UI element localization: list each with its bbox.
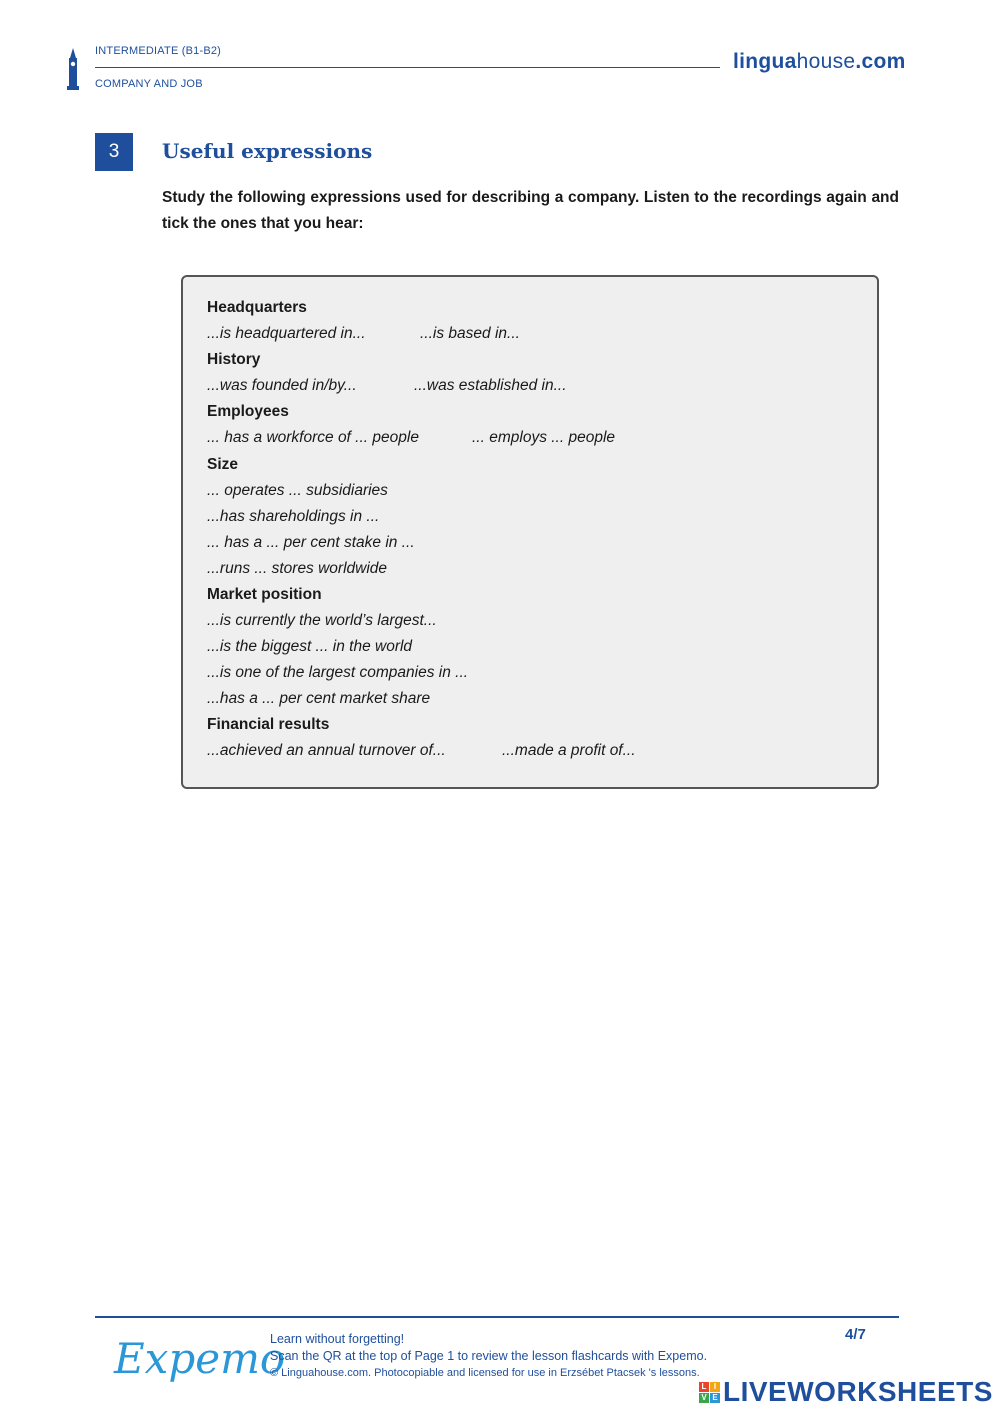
category-size: Size	[207, 456, 239, 473]
expression-item[interactable]: ...achieved an annual turnover of...	[207, 742, 446, 759]
expression-item[interactable]: ...made a profit of...	[502, 742, 636, 759]
category-employees: Employees	[207, 403, 289, 420]
expression-item[interactable]: ...is currently the world’s largest...	[207, 612, 437, 629]
expression-item[interactable]: ...was established in...	[414, 377, 567, 394]
expression-item[interactable]: ... operates ... subsidiaries	[207, 482, 388, 499]
expression-item[interactable]: ...has shareholdings in ...	[207, 508, 380, 525]
expression-item[interactable]: ... has a workforce of ... people	[207, 429, 419, 446]
brand-logo[interactable]: linguahouse.com	[733, 50, 906, 73]
expression-item[interactable]: ...is based in...	[420, 325, 520, 342]
liveworksheets-badge-icon: L I V E	[699, 1382, 720, 1403]
header-divider	[95, 67, 720, 68]
expression-item[interactable]: ...is the biggest ... in the world	[207, 638, 413, 655]
category-history: History	[207, 351, 261, 368]
expression-item[interactable]: ... employs ... people	[472, 429, 616, 446]
category-headquarters: Headquarters	[207, 299, 307, 316]
footer-tagline: Learn without forgetting!	[270, 1332, 405, 1346]
page-number: 4/7	[845, 1326, 866, 1343]
expression-item[interactable]: ...was founded in/by...	[207, 377, 357, 394]
liveworksheets-logo[interactable]	[699, 1377, 993, 1407]
expemo-logo[interactable]	[112, 1325, 286, 1395]
expression-item[interactable]: ... has a ... per cent stake in ...	[207, 534, 415, 551]
expression-item[interactable]: ...is one of the largest companies in ...	[207, 664, 469, 681]
svg-text:Expemo: Expemo	[114, 1334, 286, 1383]
lesson-topic: COMPANY AND JOB	[95, 78, 203, 90]
tower-icon	[66, 48, 80, 90]
category-financial-results: Financial results	[207, 716, 330, 733]
section-title: Useful expressions	[162, 139, 373, 163]
footer-divider	[95, 1316, 899, 1318]
category-market-position: Market position	[207, 586, 322, 603]
expression-item[interactable]: ...is headquartered in...	[207, 325, 366, 342]
section-number-badge: 3	[95, 133, 133, 171]
footer-qr-note: Scan the QR at the top of Page 1 to review the lesson flashcards with Expemo.	[270, 1349, 708, 1363]
footer-copyright: © Linguahouse.com. Photocopiable and licensed for use in Erzsébet Ptacsek 's lessons.	[270, 1367, 700, 1379]
expression-item[interactable]: ...has a ... per cent market share	[207, 690, 431, 707]
liveworksheets-wordmark: LIVEWORKSHEETS	[723, 1376, 993, 1407]
expression-item[interactable]: ...runs ... stores worldwide	[207, 560, 388, 577]
course-level: INTERMEDIATE (B1-B2)	[95, 45, 222, 57]
instructions-text: Study the following expressions used for describing a company. Listen to the recordings again and tick the ones that you hear:	[162, 189, 899, 232]
